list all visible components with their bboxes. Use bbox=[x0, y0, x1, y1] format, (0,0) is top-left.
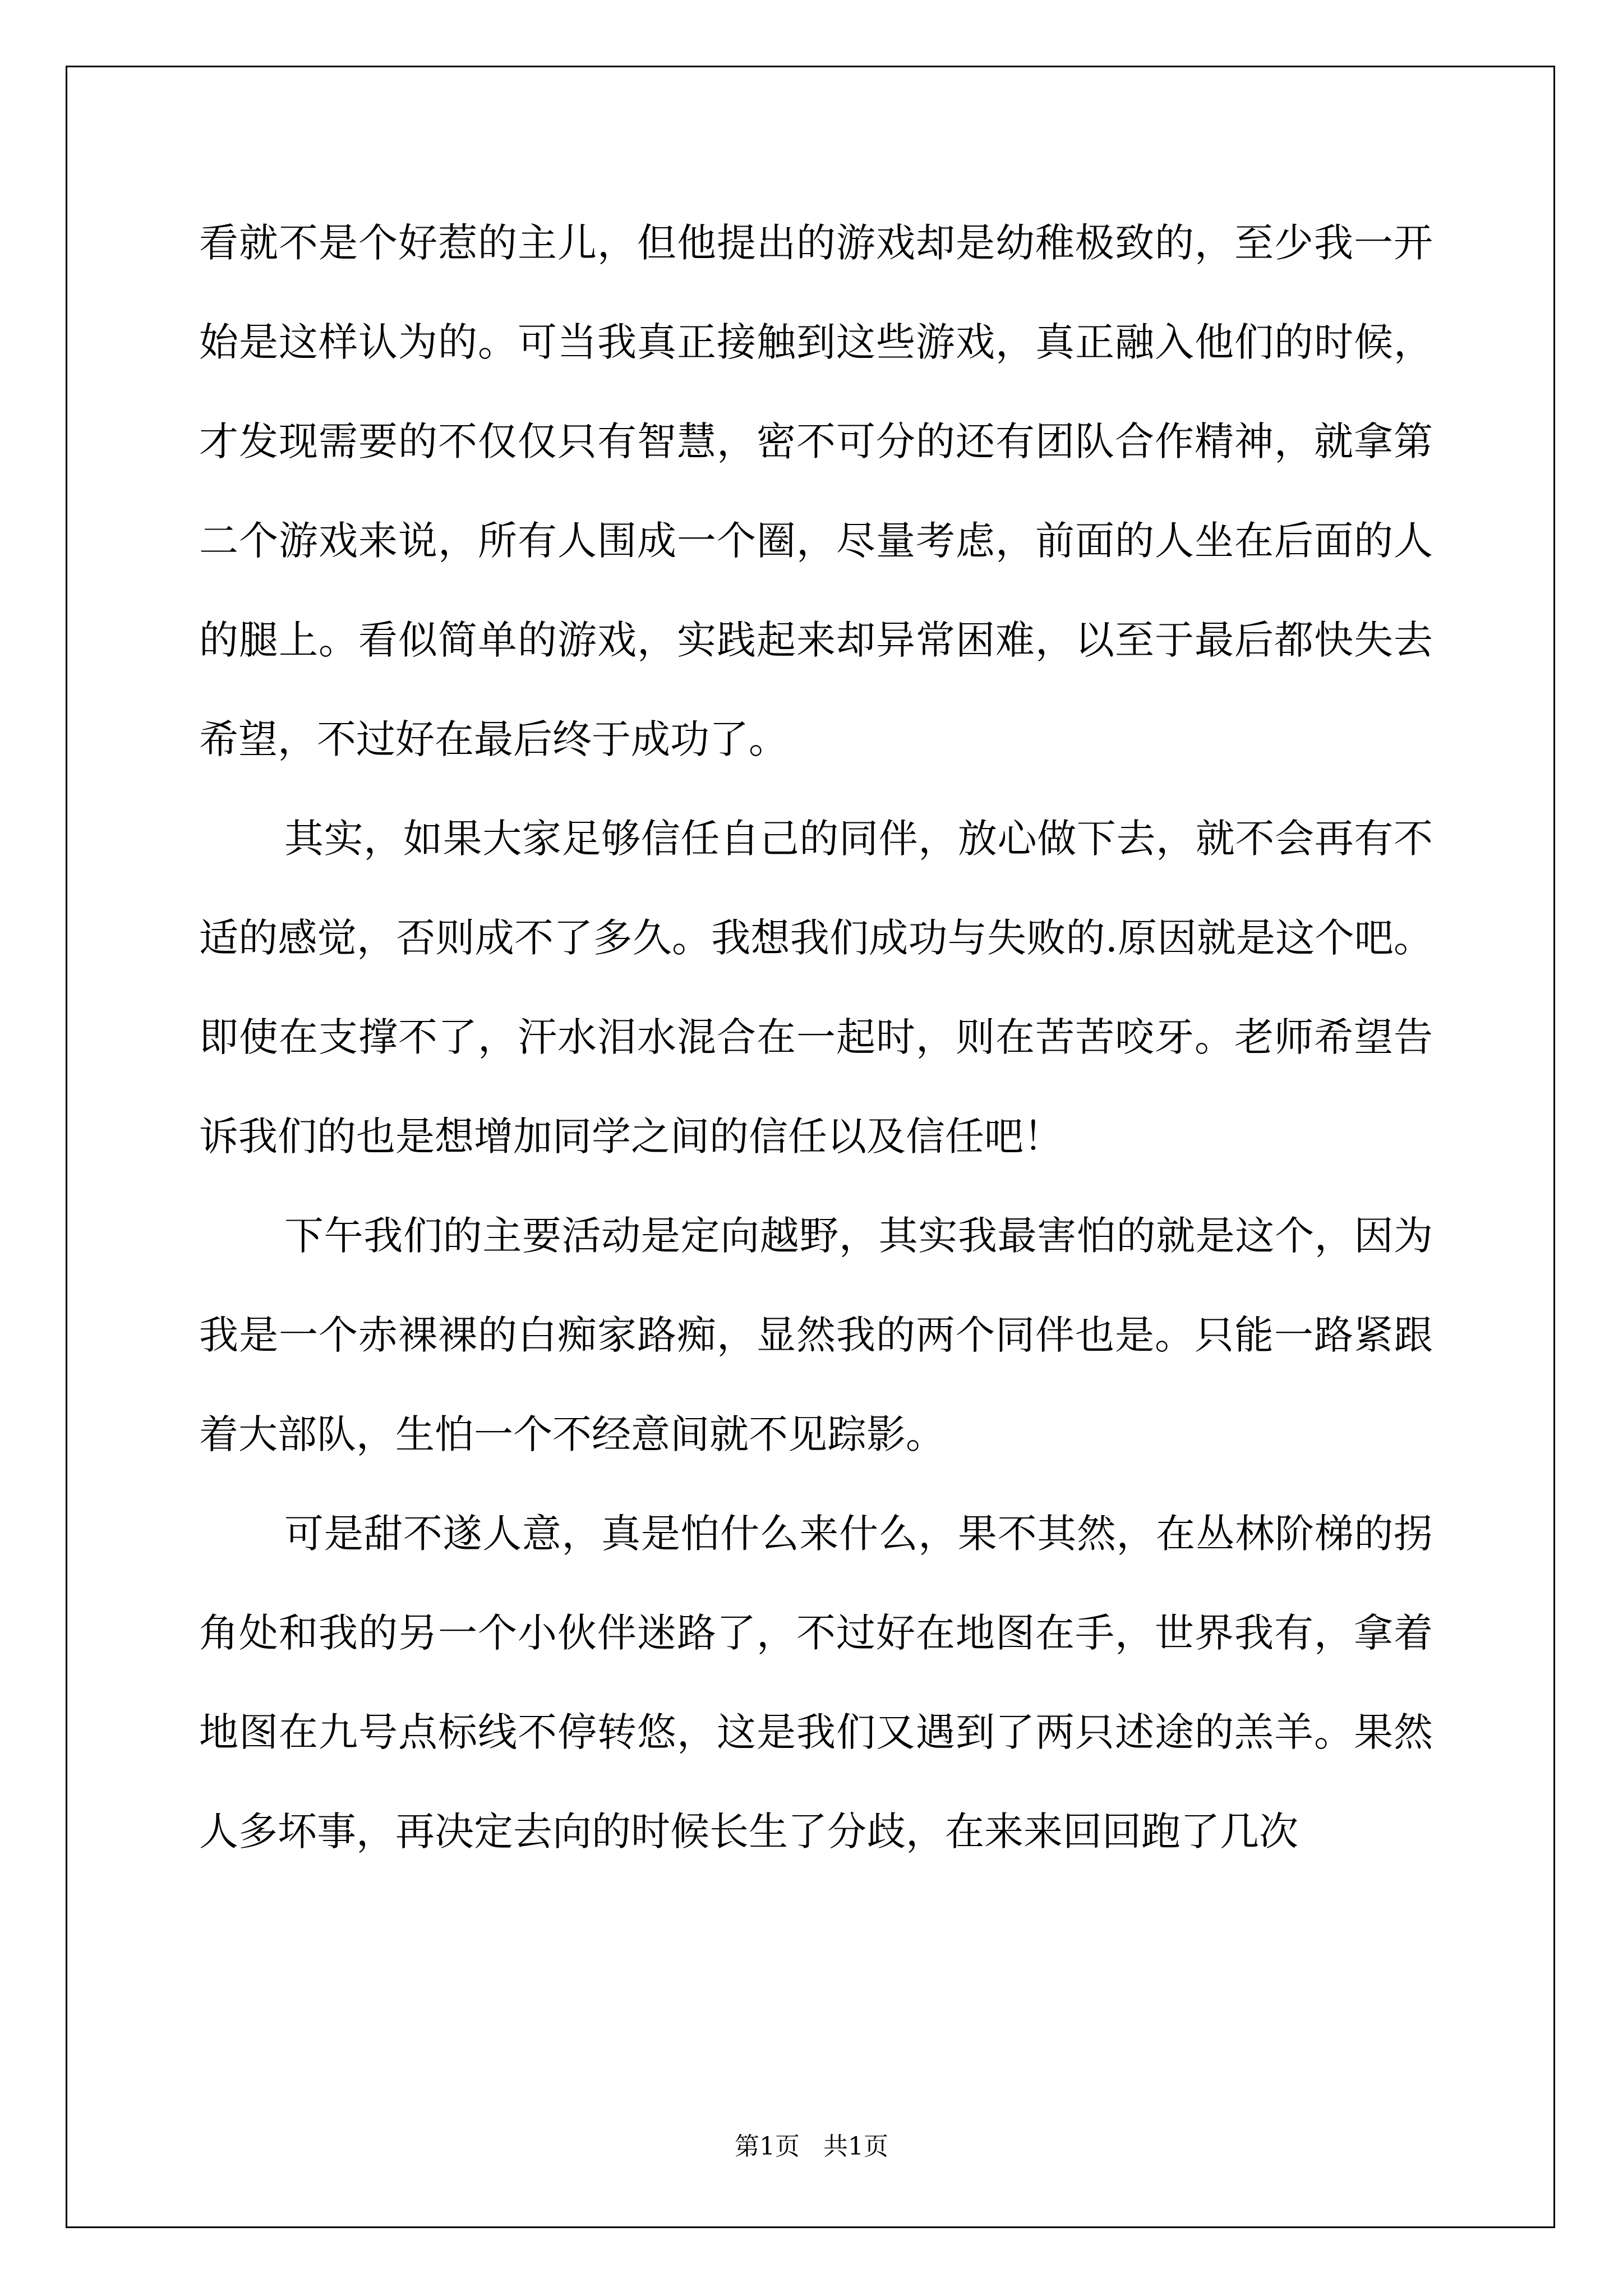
paragraph-3: 下午我们的主要活动是定向越野，其实我最害怕的就是这个，因为我是一个赤裸裸的白痴家路痴，显然我的两个同伴也是。只能一路紧跟着大部队，生怕一个不经意间就不见踪影。 bbox=[199, 1213, 1433, 1457]
paragraph-2: 其实，如果大家足够信任自己的同伴，放心做下去，就不会再有不适的感觉，否则成不了多久。我想我们成功与失败的.原因就是这个吧。即使在支撑不了，汗水泪水混合在一起时，则在苦苦咬牙。老师希望告诉我们的也是想增加同学之间的信任以及信任吧！ bbox=[199, 816, 1433, 1159]
page-number-footer: 第1页 共1页 bbox=[735, 2132, 888, 2161]
paragraph-1: 看就不是个好惹的主儿，但他提出的游戏却是幼稚极致的，至少我一开始是这样认为的。可当我真正接触到这些游戏，真正融入他们的时候，才发现需要的不仅仅只有智慧，密不可分的还有团队合作精神，就拿第二个游戏来说，所有人围成一个圈，尽量考虑，前面的人坐在后面的人的腿上。看似简单的游戏，实践起来却异常困难，以至于最后都快失去希望，不过好在最后终于成功了。 bbox=[199, 220, 1433, 762]
document-body bbox=[199, 194, 1433, 1881]
paragraph-4: 可是甜不遂人意，真是怕什么来什么，果不其然，在丛林阶梯的拐角处和我的另一个小伙伴迷路了，不过好在地图在手，世界我有，拿着地图在九号点标线不停转悠，这是我们又遇到了两只述途的羔羊。果然人多坏事，再决定去向的时候长生了分歧，在来来回回跑了几次 bbox=[199, 1511, 1433, 1855]
